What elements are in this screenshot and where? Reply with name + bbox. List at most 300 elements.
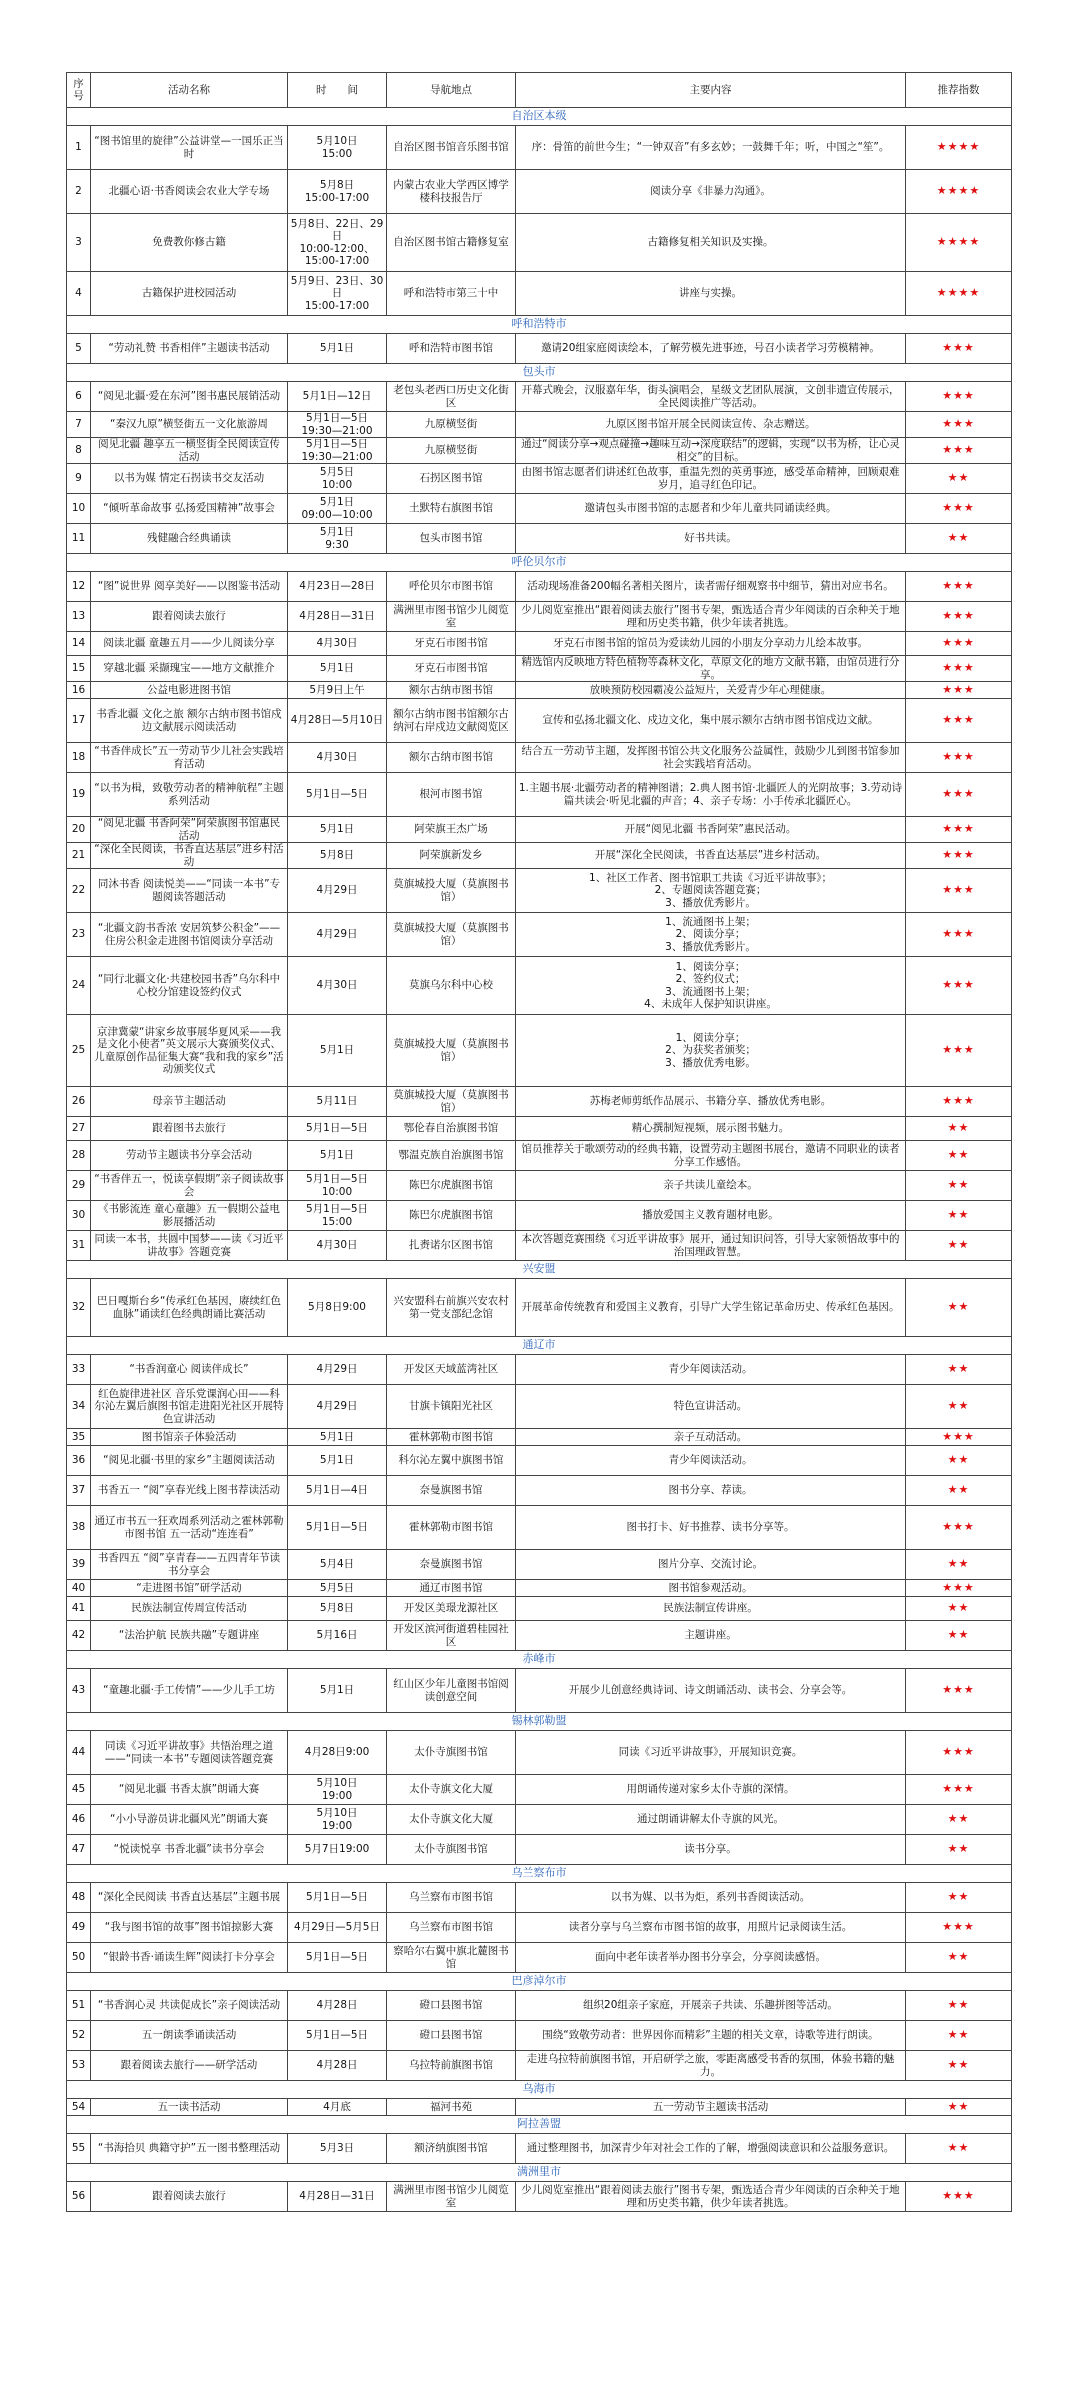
cell-rating: ★★★: [906, 1015, 1012, 1087]
cell-content: 开展“深化全民阅读，书香直达基层”进乡村活动。: [516, 843, 906, 869]
cell-time: 5月1日—5日 15:00: [288, 1201, 387, 1231]
cell-no: 11: [67, 524, 91, 554]
cell-name: 劳动节主题读书分享会活动: [91, 1141, 288, 1171]
table-row: [67, 913, 1012, 957]
cell-no: 7: [67, 412, 91, 438]
table-row: [67, 126, 1012, 170]
cell-location: 额尔古纳市图书馆: [387, 682, 516, 699]
table-row: [67, 602, 1012, 632]
region-header-row: [67, 2164, 1012, 2182]
cell-time: 5月9日上午: [288, 682, 387, 699]
cell-no: 32: [67, 1279, 91, 1337]
cell-content: 同读《习近平讲故事》，开展知识竞赛。: [516, 1731, 906, 1775]
cell-rating: ★★: [906, 1141, 1012, 1171]
cell-content: 通过朗诵讲解太仆寺旗的风光。: [516, 1805, 906, 1835]
cell-name: 同读《习近平讲故事》共悟治理之道——“同读一本书”专题阅读答题竞赛: [91, 1731, 288, 1775]
table-row: [67, 494, 1012, 524]
cell-name: 书香五一 “阅”享春光线上图书荐读活动: [91, 1476, 288, 1506]
cell-no: 48: [67, 1883, 91, 1913]
cell-content: 本次答题竞赛围绕《习近平讲故事》展开，通过知识问答，引导大家领悟故事中的治国理政智慧。: [516, 1231, 906, 1261]
region-name: 满洲里市: [67, 2164, 1012, 2182]
cell-rating: ★★★: [906, 869, 1012, 913]
cell-content: 青少年阅读活动。: [516, 1446, 906, 1476]
cell-location: 太仆寺旗图书馆: [387, 1731, 516, 1775]
cell-no: 18: [67, 743, 91, 773]
cell-rating: ★★★: [906, 743, 1012, 773]
table-row: [67, 773, 1012, 817]
cell-location: 太仆寺旗文化大厦: [387, 1775, 516, 1805]
cell-no: 30: [67, 1201, 91, 1231]
cell-name: 母亲节主题活动: [91, 1087, 288, 1117]
cell-time: 5月10日 19:00: [288, 1805, 387, 1835]
cell-content: 精心撰制短视频，展示图书魅力。: [516, 1117, 906, 1141]
cell-location: 鄂温克族自治旗图书馆: [387, 1141, 516, 1171]
cell-name: “童趣北疆·手工传情”——少儿手工坊: [91, 1669, 288, 1713]
cell-time: 5月1日: [288, 1446, 387, 1476]
cell-time: 4月底: [288, 2099, 387, 2116]
cell-rating: ★★★: [906, 843, 1012, 869]
cell-time: 4月29日—5月5日: [288, 1913, 387, 1943]
region-name: 阿拉善盟: [67, 2116, 1012, 2134]
cell-name: “我与图书馆的故事”图书馆掠影大赛: [91, 1913, 288, 1943]
cell-time: 5月1日—5日 19:30—21:00: [288, 438, 387, 464]
cell-rating: ★★★★: [906, 126, 1012, 170]
cell-rating: ★★★: [906, 2182, 1012, 2212]
table-row: [67, 1429, 1012, 1446]
cell-time: 5月1日: [288, 1429, 387, 1446]
table-row: [67, 1731, 1012, 1775]
region-name: 包头市: [67, 364, 1012, 382]
cell-no: 33: [67, 1355, 91, 1385]
cell-rating: ★★: [906, 1171, 1012, 1201]
table-row: [67, 1385, 1012, 1429]
cell-rating: ★★★: [906, 412, 1012, 438]
cell-location: 红山区少年儿童图书馆阅读创意空间: [387, 1669, 516, 1713]
cell-no: 27: [67, 1117, 91, 1141]
cell-content: 民族法制宣传讲座。: [516, 1597, 906, 1621]
cell-rating: ★★★: [906, 1087, 1012, 1117]
cell-location: 莫旗乌尔科中心校: [387, 957, 516, 1015]
table-row: [67, 1355, 1012, 1385]
table-row: [67, 1943, 1012, 1973]
cell-no: 55: [67, 2134, 91, 2164]
table-row: [67, 1231, 1012, 1261]
cell-rating: ★★: [906, 1355, 1012, 1385]
cell-content: 图书馆参观活动。: [516, 1580, 906, 1597]
cell-time: 4月28日9:00: [288, 1731, 387, 1775]
cell-name: “图”说世界 阅享美好——以图鉴书活动: [91, 572, 288, 602]
cell-time: 4月30日: [288, 632, 387, 656]
cell-content: 邀请20组家庭阅读绘本，了解劳模先进事迹，号召小读者学习劳模精神。: [516, 334, 906, 364]
cell-time: 4月30日: [288, 1231, 387, 1261]
cell-rating: ★★★: [906, 334, 1012, 364]
cell-no: 31: [67, 1231, 91, 1261]
cell-no: 34: [67, 1385, 91, 1429]
cell-name: 通辽市书五一狂欢周系列活动之霍林郭勒市图书馆 五一活动“连连看”: [91, 1506, 288, 1550]
cell-content: 活动现场准备200幅名著相关图片，读者需仔细观察书中细节，猜出对应书名。: [516, 572, 906, 602]
cell-time: 5月1日 9:30: [288, 524, 387, 554]
table-row: [67, 656, 1012, 682]
cell-location: 开发区美璟龙源社区: [387, 1597, 516, 1621]
cell-no: 39: [67, 1550, 91, 1580]
cell-name: “书香润心灵 共读促成长”亲子阅读活动: [91, 1991, 288, 2021]
table-row: [67, 632, 1012, 656]
cell-name: “深化全民阅读，书香直达基层”进乡村活动: [91, 843, 288, 869]
cell-name: 残健融合经典诵读: [91, 524, 288, 554]
cell-location: 牙克石市图书馆: [387, 656, 516, 682]
cell-rating: ★★★: [906, 656, 1012, 682]
cell-content: 1、社区工作者、图书馆职工共读《习近平讲故事》； 2、专题阅读答题竞赛； 3、播放优秀影片。: [516, 869, 906, 913]
cell-content: 1.主题书展·北疆劳动者的精神图谱；2.典人图书馆·北疆匠人的光阴故事；3.劳动诗篇共读会·听见北疆的声音；4、亲子专场：小手传承北疆匠心。: [516, 773, 906, 817]
table-row: [67, 412, 1012, 438]
cell-location: 霍林郭勒市图书馆: [387, 1429, 516, 1446]
cell-content: 以书为媒、以书为炬，系列书香阅读活动。: [516, 1883, 906, 1913]
cell-name: 跟着阅读去旅行: [91, 602, 288, 632]
region-header-row: [67, 1713, 1012, 1731]
cell-location: 开发区滨河街道碧桂园社区: [387, 1621, 516, 1651]
cell-time: 4月28日: [288, 1991, 387, 2021]
cell-content: 主题讲座。: [516, 1621, 906, 1651]
cell-name: 红色旋律进社区 音乐党课润心田——科尔沁左翼后旗图书馆走进阳光社区开展特色宣讲活动: [91, 1385, 288, 1429]
cell-location: 内蒙古农业大学西区博学楼科技报告厅: [387, 170, 516, 214]
table-row: [67, 1597, 1012, 1621]
table-row: [67, 1835, 1012, 1865]
table-row: [67, 843, 1012, 869]
cell-rating: ★★★: [906, 438, 1012, 464]
table-row: [67, 1775, 1012, 1805]
cell-rating: ★★★: [906, 602, 1012, 632]
cell-name: 穿越北疆 采撷瑰宝——地方文献推介: [91, 656, 288, 682]
cell-location: 九原横竖街: [387, 412, 516, 438]
cell-time: 5月1日 09:00—10:00: [288, 494, 387, 524]
cell-location: 开发区天域蓝湾社区: [387, 1355, 516, 1385]
table-row: [67, 170, 1012, 214]
table-row: [67, 2021, 1012, 2051]
cell-content: 讲座与实操。: [516, 272, 906, 316]
table-row: [67, 743, 1012, 773]
header-name: 活动名称: [91, 73, 288, 108]
cell-location: 自治区图书馆古籍修复室: [387, 214, 516, 272]
table-row: [67, 438, 1012, 464]
cell-name: “书香伴成长”五一劳动节少儿社会实践培育活动: [91, 743, 288, 773]
region-header-row: [67, 1261, 1012, 1279]
cell-no: 40: [67, 1580, 91, 1597]
cell-no: 41: [67, 1597, 91, 1621]
table-row: [67, 1279, 1012, 1337]
cell-name: 图书馆亲子体验活动: [91, 1429, 288, 1446]
region-header-row: [67, 1865, 1012, 1883]
region-name: 呼伦贝尔市: [67, 554, 1012, 572]
table-row: [67, 272, 1012, 316]
cell-location: 自治区图书馆音乐图书馆: [387, 126, 516, 170]
cell-location: 包头市图书馆: [387, 524, 516, 554]
cell-content: 宣传和弘扬北疆文化、戍边文化，集中展示额尔古纳市图书馆戍边文献。: [516, 699, 906, 743]
cell-time: 5月8日9:00: [288, 1279, 387, 1337]
table-row: [67, 2182, 1012, 2212]
cell-no: 50: [67, 1943, 91, 1973]
cell-time: 5月1日—5日: [288, 1943, 387, 1973]
cell-rating: ★★: [906, 1621, 1012, 1651]
cell-no: 36: [67, 1446, 91, 1476]
cell-content: 邀请包头市图书馆的志愿者和少年儿童共同诵读经典。: [516, 494, 906, 524]
cell-location: 奈曼旗图书馆: [387, 1476, 516, 1506]
cell-content: 少儿阅览室推出“跟着阅读去旅行”图书专架，甄选适合青少年阅读的百余种关于地理和历史类书籍，供少年读者挑选。: [516, 2182, 906, 2212]
region-header-row: [67, 1651, 1012, 1669]
cell-name: 跟着阅读去旅行: [91, 2182, 288, 2212]
cell-time: 4月28日—31日: [288, 2182, 387, 2212]
table-row: [67, 1669, 1012, 1713]
table-row: [67, 524, 1012, 554]
cell-location: 乌兰察布市图书馆: [387, 1883, 516, 1913]
cell-name: “书香伴五一，悦读享假期”亲子阅读故事会: [91, 1171, 288, 1201]
cell-content: 开幕式晚会，汉服嘉年华，街头演唱会，星级文艺团队展演，文创非遗宣传展示，全民阅读推广等活动。: [516, 382, 906, 412]
cell-name: 阅见北疆 趣享五一横竖街全民阅读宣传活动: [91, 438, 288, 464]
cell-content: 1、阅读分享； 2、签约仪式； 3、流通图书上架； 4、未成年人保护知识讲座。: [516, 957, 906, 1015]
cell-location: 土默特右旗图书馆: [387, 494, 516, 524]
cell-rating: ★★: [906, 1117, 1012, 1141]
cell-time: 5月1日—12日: [288, 382, 387, 412]
cell-rating: ★★★: [906, 1731, 1012, 1775]
cell-name: “悦读悦享 书香北疆”读书分享会: [91, 1835, 288, 1865]
cell-rating: ★★: [906, 1550, 1012, 1580]
table-row: [67, 1506, 1012, 1550]
cell-content: 1、阅读分享； 2、为获奖者颁奖； 3、播放优秀电影。: [516, 1015, 906, 1087]
cell-rating: ★★: [906, 1385, 1012, 1429]
cell-location: 莫旗城投大厦（莫旗图书馆）: [387, 1015, 516, 1087]
cell-content: 古籍修复相关知识及实操。: [516, 214, 906, 272]
cell-rating: ★★★★: [906, 272, 1012, 316]
cell-content: 结合五一劳动节主题，发挥图书馆公共文化服务公益属性，鼓励少儿到图书馆参加社会实践培育活动。: [516, 743, 906, 773]
region-name: 自治区本级: [67, 108, 1012, 126]
cell-name: 书香北疆 文化之旅 额尔古纳市图书馆戍边文献展示阅读活动: [91, 699, 288, 743]
cell-name: “书香润童心 阅读伴成长”: [91, 1355, 288, 1385]
cell-location: 陈巴尔虎旗图书馆: [387, 1201, 516, 1231]
cell-no: 2: [67, 170, 91, 214]
table-row: [67, 817, 1012, 843]
cell-location: 老包头老西口历史文化街区: [387, 382, 516, 412]
cell-location: 太仆寺旗文化大厦: [387, 1805, 516, 1835]
cell-name: 跟着阅读去旅行——研学活动: [91, 2051, 288, 2081]
cell-rating: ★★★: [906, 382, 1012, 412]
cell-time: 5月1日: [288, 1669, 387, 1713]
header-content: 主要内容: [516, 73, 906, 108]
cell-time: 5月4日: [288, 1550, 387, 1580]
region-header-row: [67, 1337, 1012, 1355]
cell-time: 4月23日—28日: [288, 572, 387, 602]
cell-content: 读者分享与乌兰察布市图书馆的故事，用照片记录阅读生活。: [516, 1913, 906, 1943]
cell-name: “倾听革命故事 弘扬爱国精神”故事会: [91, 494, 288, 524]
cell-name: “阅见北疆·书里的家乡”主题阅读活动: [91, 1446, 288, 1476]
table-row: [67, 1580, 1012, 1597]
cell-name: 同沐书香 阅读悦美——“同读一本书”专题阅读答题活动: [91, 869, 288, 913]
cell-name: “法治护航 民族共融”专题讲座: [91, 1621, 288, 1651]
cell-time: 5月1日—5日: [288, 1883, 387, 1913]
cell-name: “阅见北疆 书香阿荣”阿荣旗图书馆惠民活动: [91, 817, 288, 843]
cell-content: 图片分享、交流讨论。: [516, 1550, 906, 1580]
cell-name: 古籍保护进校园活动: [91, 272, 288, 316]
cell-rating: ★★: [906, 1279, 1012, 1337]
region-name: 乌兰察布市: [67, 1865, 1012, 1883]
cell-location: 呼伦贝尔市图书馆: [387, 572, 516, 602]
cell-time: 4月28日—5月10日: [288, 699, 387, 743]
cell-time: 5月1日—5日: [288, 1506, 387, 1550]
table-row: [67, 682, 1012, 699]
cell-time: 4月29日: [288, 869, 387, 913]
cell-time: 5月1日—4日: [288, 1476, 387, 1506]
table-row: [67, 1141, 1012, 1171]
table-row: [67, 1015, 1012, 1087]
cell-rating: ★★: [906, 1943, 1012, 1973]
region-name: 兴安盟: [67, 1261, 1012, 1279]
region-header-row: [67, 2116, 1012, 2134]
cell-no: 1: [67, 126, 91, 170]
cell-time: 4月28日—31日: [288, 602, 387, 632]
table-header-row: [67, 73, 1012, 108]
cell-content: 开展革命传统教育和爱国主义教育，引导广大学生铭记革命历史、传承红色基因。: [516, 1279, 906, 1337]
cell-rating: ★★★: [906, 682, 1012, 699]
cell-no: 15: [67, 656, 91, 682]
cell-rating: ★★★: [906, 1913, 1012, 1943]
cell-content: 通过“阅读分享→观点碰撞→趣味互动→深度联结”的逻辑，实现“以书为桥，让心灵相交”的目标。: [516, 438, 906, 464]
cell-time: 5月1日—5日: [288, 2021, 387, 2051]
cell-rating: ★★: [906, 464, 1012, 494]
cell-no: 51: [67, 1991, 91, 2021]
cell-content: 开展少儿创意经典诗词、诗文朗诵活动、读书会、分享会等。: [516, 1669, 906, 1713]
cell-name: 京津冀蒙“讲家乡故事展华夏风采——我是文化小使者”英文展示大赛颁奖仪式、儿童原创作品征集大赛“我和我的家乡”活动颁奖仪式: [91, 1015, 288, 1087]
cell-content: 1、流通图书上架； 2、阅读分享； 3、播放优秀影片。: [516, 913, 906, 957]
cell-rating: ★★★: [906, 773, 1012, 817]
cell-name: “劳动礼赞 书香相伴”主题读书活动: [91, 334, 288, 364]
cell-content: 九原区图书馆开展全民阅读宣传、杂志赠送。: [516, 412, 906, 438]
cell-name: “同行北疆文化·共建校园书香”乌尔科中心校分馆建设签约仪式: [91, 957, 288, 1015]
cell-name: “书海拾贝 典籍守护”五一图书整理活动: [91, 2134, 288, 2164]
cell-location: 霍林郭勒市图书馆: [387, 1506, 516, 1550]
table-row: [67, 957, 1012, 1015]
cell-no: 47: [67, 1835, 91, 1865]
table-row: [67, 1087, 1012, 1117]
cell-rating: ★★: [906, 1446, 1012, 1476]
cell-location: 磴口县图书馆: [387, 1991, 516, 2021]
cell-rating: ★★: [906, 1805, 1012, 1835]
cell-name: “阅见北疆 书香太旗”朗诵大赛: [91, 1775, 288, 1805]
cell-location: 莫旗城投大厦（莫旗图书馆）: [387, 1087, 516, 1117]
cell-time: 5月1日—5日: [288, 773, 387, 817]
cell-no: 52: [67, 2021, 91, 2051]
cell-location: 石拐区图书馆: [387, 464, 516, 494]
cell-no: 4: [67, 272, 91, 316]
cell-rating: ★★: [906, 2051, 1012, 2081]
cell-no: 22: [67, 869, 91, 913]
cell-content: 馆员推荐关于歌颂劳动的经典书籍，设置劳动主题图书展台，邀请不同职业的读者分享工作感悟。: [516, 1141, 906, 1171]
cell-time: 5月8日: [288, 1597, 387, 1621]
cell-no: 13: [67, 602, 91, 632]
cell-no: 53: [67, 2051, 91, 2081]
cell-time: 5月1日—5日 19:30—21:00: [288, 412, 387, 438]
cell-rating: ★★★: [906, 913, 1012, 957]
cell-no: 21: [67, 843, 91, 869]
cell-time: 4月29日: [288, 913, 387, 957]
table-row: [67, 1171, 1012, 1201]
cell-location: 奈曼旗图书馆: [387, 1550, 516, 1580]
cell-no: 5: [67, 334, 91, 364]
region-header-row: [67, 1973, 1012, 1991]
cell-no: 28: [67, 1141, 91, 1171]
cell-content: 面向中老年读者举办图书分享会，分享阅读感悟。: [516, 1943, 906, 1973]
cell-rating: ★★: [906, 1597, 1012, 1621]
cell-content: 特色宣讲活动。: [516, 1385, 906, 1429]
cell-time: 5月5日: [288, 1580, 387, 1597]
cell-name: “走进图书馆”研学活动: [91, 1580, 288, 1597]
cell-location: 陈巴尔虎旗图书馆: [387, 1171, 516, 1201]
cell-rating: ★★★: [906, 957, 1012, 1015]
cell-rating: ★★: [906, 2134, 1012, 2164]
cell-content: 青少年阅读活动。: [516, 1355, 906, 1385]
cell-name: “北疆文韵书香浓 安居筑梦公积金”——住房公积金走进图书馆阅读分享活动: [91, 913, 288, 957]
cell-location: 呼和浩特市第三十中: [387, 272, 516, 316]
cell-content: 序：骨笛的前世今生；“一钟双音”有多玄妙；一鼓舞千年；听，中国之“笙”。: [516, 126, 906, 170]
region-name: 巴彦淖尔市: [67, 1973, 1012, 1991]
cell-name: 民族法制宣传周宣传活动: [91, 1597, 288, 1621]
cell-time: 5月1日—5日 10:00: [288, 1171, 387, 1201]
cell-no: 16: [67, 682, 91, 699]
cell-time: 5月8日 15:00-17:00: [288, 170, 387, 214]
cell-name: “银龄书香·诵读生辉”阅读打卡分享会: [91, 1943, 288, 1973]
cell-rating: ★★★: [906, 1669, 1012, 1713]
cell-location: 满洲里市图书馆少儿阅览室: [387, 2182, 516, 2212]
table-row: [67, 1805, 1012, 1835]
cell-no: 14: [67, 632, 91, 656]
cell-no: 9: [67, 464, 91, 494]
cell-time: 4月29日: [288, 1355, 387, 1385]
region-header-row: [67, 2081, 1012, 2099]
cell-time: 5月1日: [288, 334, 387, 364]
activity-table-sheet: [66, 72, 1011, 2212]
cell-content: 好书共读。: [516, 524, 906, 554]
table-row: [67, 464, 1012, 494]
cell-name: “图书馆里的旋律”公益讲堂—一国乐正当时: [91, 126, 288, 170]
cell-content: 放映预防校园霸凌公益短片，关爱青少年心理健康。: [516, 682, 906, 699]
table-row: [67, 869, 1012, 913]
cell-name: “以书为楫，致敬劳动者的精神航程”主题系列活动: [91, 773, 288, 817]
cell-location: 兴安盟科右前旗兴安农村第一党支部纪念馆: [387, 1279, 516, 1337]
cell-location: 察哈尔右翼中旗北麓图书馆: [387, 1943, 516, 1973]
cell-location: 莫旗城投大厦（莫旗图书馆）: [387, 869, 516, 913]
cell-name: “秦汉九原”横竖街五一文化旅游周: [91, 412, 288, 438]
cell-time: 5月3日: [288, 2134, 387, 2164]
cell-content: 围绕“致敬劳动者：世界因你而精彩”主题的相关文章，诗歌等进行朗读。: [516, 2021, 906, 2051]
cell-rating: ★★: [906, 2099, 1012, 2116]
cell-rating: ★★★: [906, 1580, 1012, 1597]
cell-name: 五一朗读季诵读活动: [91, 2021, 288, 2051]
cell-time: 5月1日: [288, 1141, 387, 1171]
cell-location: 额尔古纳市图书馆: [387, 743, 516, 773]
table-row: [67, 1883, 1012, 1913]
cell-name: 以书为媒 情定石拐读书交友活动: [91, 464, 288, 494]
cell-time: 5月1日: [288, 1015, 387, 1087]
cell-rating: ★★: [906, 524, 1012, 554]
table-row: [67, 1446, 1012, 1476]
cell-content: 由图书馆志愿者们讲述红色故事，重温先烈的英勇事迹，感受革命精神，回顾艰难岁月，追寻红色印记。: [516, 464, 906, 494]
cell-rating: ★★★★: [906, 170, 1012, 214]
cell-content: 亲子共读儿童绘本。: [516, 1171, 906, 1201]
cell-location: 额尔古纳市图书馆额尔古纳河右岸戍边文献阅览区: [387, 699, 516, 743]
region-name: 赤峰市: [67, 1651, 1012, 1669]
cell-location: 科尔沁左翼中旗图书馆: [387, 1446, 516, 1476]
cell-name: “小小导游员讲北疆风光”朗诵大赛: [91, 1805, 288, 1835]
cell-name: 免费教你修古籍: [91, 214, 288, 272]
cell-location: 乌兰察布市图书馆: [387, 1913, 516, 1943]
cell-no: 17: [67, 699, 91, 743]
